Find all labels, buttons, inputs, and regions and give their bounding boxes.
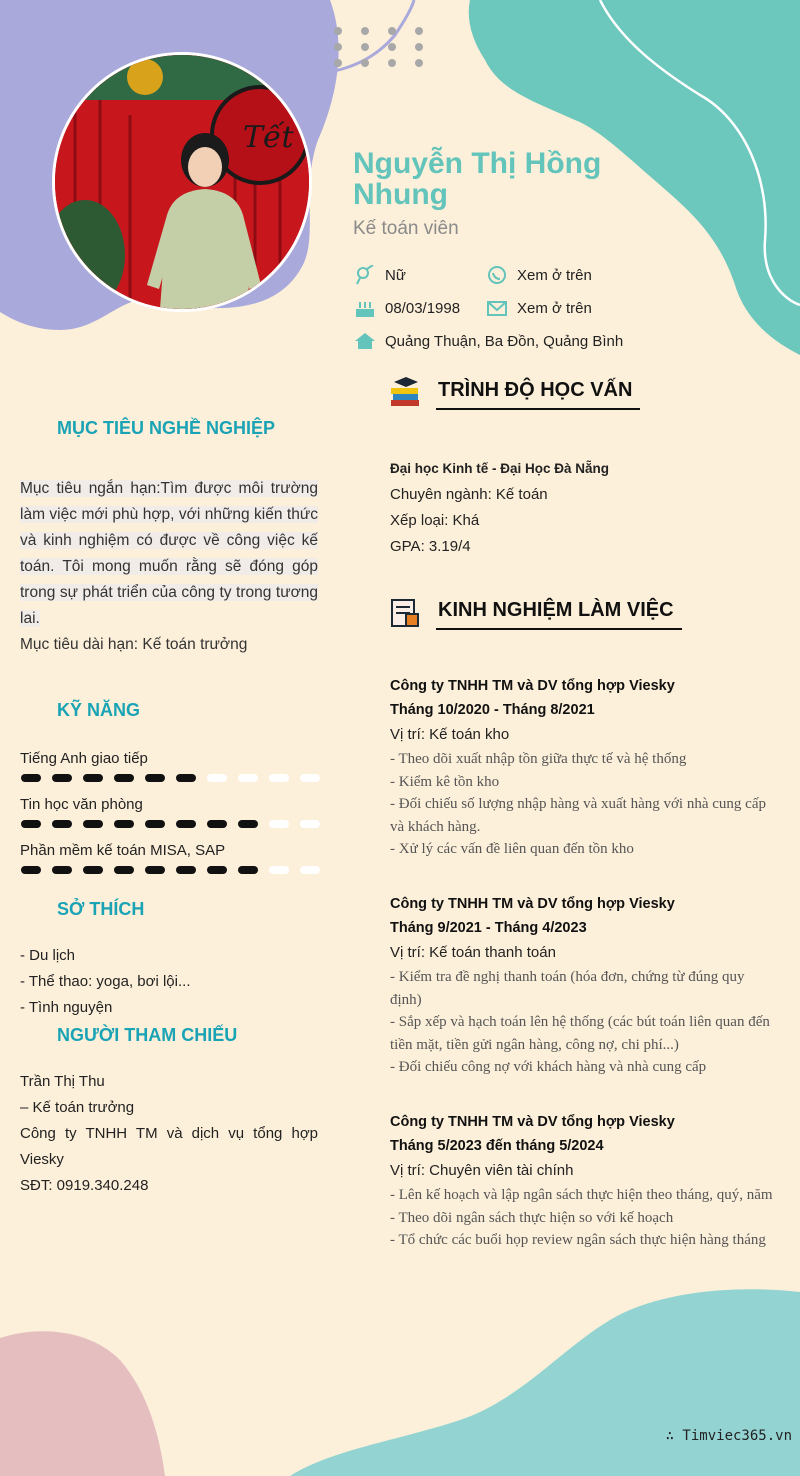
job-period: Tháng 5/2023 đến tháng 5/2024 [390,1138,604,1154]
skill-name: Phần mềm kế toán MISA, SAP [20,842,226,859]
skills-heading: KỸ NĂNG [57,700,141,720]
gender-icon [354,265,376,285]
objective-heading: MỤC TIÊU NGHỀ NGHIỆP [57,418,276,438]
skill-dot-filled [207,820,227,828]
address-value: Quảng Thuận, Ba Đồn, Quảng Bình [385,332,624,350]
job-task: - Theo dõi ngân sách thực hiện so với kế hoạch [390,1209,674,1226]
home-icon [354,331,376,351]
birthday-value: 08/03/1998 [385,299,461,317]
skill-rating [20,817,320,831]
job-entry [390,1110,775,1252]
job-task: - Xử lý các vấn đề liên quan đến tồn kho [390,841,634,857]
hobby-item: - Tình nguyện [20,999,113,1016]
skill-dot-filled [21,774,41,782]
birthday-row [354,298,460,318]
skill-dot-filled [207,866,227,874]
teal-blob-bottom [290,1289,800,1476]
skill-dot-filled [145,820,165,828]
profile-photo [52,52,312,312]
skill-dot-filled [83,774,103,782]
candidate-name: Nguyễn Thị Hồng Nhung [353,147,602,211]
skill-dot-filled [238,820,258,828]
reference-company: Công ty TNHH TM và dịch vụ tổng hợp [20,1125,318,1142]
job-position: Vị trí: Chuyên viên tài chính [390,1162,574,1179]
skill-dot-filled [114,866,134,874]
skill-dot-filled [176,820,196,828]
skill-dot-empty [207,774,227,782]
skill-dot-filled [238,866,258,874]
skill-rating [20,771,320,785]
skill-name: Tin học văn phòng [20,796,143,813]
skill-dot-filled [21,820,41,828]
skill-dot-empty [269,820,289,828]
skill-rating [20,863,320,877]
hobby-item: - Thể thao: yoga, bơi lội... [20,973,191,990]
job-task: - Kiểm tra đề nghị thanh toán (hóa đơn, chứng từ đúng quy định) [390,969,745,1008]
hobbies-heading: SỞ THÍCH [57,899,145,919]
education-heading [388,376,640,410]
skill-dot-filled [52,866,72,874]
job-entry [390,674,775,861]
pink-blob [0,1331,165,1476]
work-experience-icon [388,596,422,630]
gender-value: Nữ [385,266,406,284]
skill-dot-filled [83,866,103,874]
watermark: ∴ Timviec365.vn [665,1428,792,1444]
short-term-goal: Mục tiêu ngắn hạn:Tìm được môi trường làm việc mới phù hợp, với những kiến thức và kinh nghiệm có được về công việc kế toán. Tôi mong muốn rằng sẽ đóng góp trong sự phát triển của công ty trong tương lai. [20,480,318,627]
reference-heading: NGƯỜI THAM CHIẾU [57,1025,238,1045]
email-value: Xem ở trên [517,299,592,317]
skill-dot-empty [300,820,320,828]
job-task: - Đối chiếu công nợ với khách hàng và nhà cung cấp [390,1059,707,1075]
dot-grid [334,27,423,67]
job-period: Tháng 9/2021 - Tháng 4/2023 [390,920,587,936]
photo-illustration [55,55,309,309]
email-row [486,298,592,318]
reference-block [20,1069,318,1199]
skill-dot-filled [114,774,134,782]
job-entry [390,892,775,1079]
reference-company-cont: Viesky [20,1151,64,1168]
education-major: Chuyên ngành: Kế toán [390,486,548,503]
birthday-cake-icon [354,298,376,318]
skill-dot-filled [52,774,72,782]
job-task: - Sắp xếp và hạch toán lên hệ thống (các bút toán liên quan đến tiền mặt, tiền gửi ngân hàng, công nợ, chi phí...) [390,1014,770,1053]
job-company: Công ty TNHH TM và DV tổng hợp Viesky [390,1114,675,1130]
phone-value: Xem ở trên [517,266,592,284]
job-title: Kế toán viên [353,218,459,239]
education-title: TRÌNH ĐỘ HỌC VẤN [436,379,640,410]
skill-dot-filled [176,866,196,874]
education-rank: Xếp loại: Khá [390,512,480,529]
mail-icon [486,298,508,318]
svg-text:Tết: Tết [243,120,294,155]
reference-phone: SĐT: 0919.340.248 [20,1177,149,1194]
job-company: Công ty TNHH TM và DV tổng hợp Viesky [390,678,675,694]
reference-name: Trần Thị Thu [20,1073,105,1090]
skill-dot-filled [145,866,165,874]
job-task: - Đối chiếu số lượng nhập hàng và xuất hàng với nhà cung cấp và khách hàng. [390,796,766,835]
skill-dot-filled [21,866,41,874]
address-row [354,331,623,351]
skill-dot-empty [269,866,289,874]
job-task: - Kiểm kê tồn kho [390,773,500,790]
reference-position: – Kế toán trưởng [20,1099,135,1116]
job-period: Tháng 10/2020 - Tháng 8/2021 [390,702,595,718]
long-term-goal: Mục tiêu dài hạn: Kế toán trưởng [20,636,248,653]
experience-heading [388,596,682,630]
books-graduation-icon [388,376,422,410]
skill-dot-empty [238,774,258,782]
whatsapp-icon [486,265,508,285]
gender-row [354,265,406,285]
job-position: Vị trí: Kế toán thanh toán [390,944,556,961]
skill-dot-filled [83,820,103,828]
skill-dot-filled [145,774,165,782]
skill-dot-empty [269,774,289,782]
experience-title: KINH NGHIỆM LÀM VIỆC [436,599,682,630]
job-company: Công ty TNHH TM và DV tổng hợp Viesky [390,896,675,912]
skill-dot-empty [300,774,320,782]
job-task: - Tổ chức các buổi họp review ngân sách thực hiện hàng tháng [390,1232,766,1248]
education-entry [390,456,609,560]
education-gpa: GPA: 3.19/4 [390,538,471,555]
skill-dot-filled [114,820,134,828]
phone-row [486,265,592,285]
job-position: Vị trí: Kế toán kho [390,726,510,743]
hobby-item: - Du lịch [20,947,76,964]
objective-text [20,476,318,658]
skill-dot-empty [300,866,320,874]
skill-name: Tiếng Anh giao tiếp [20,750,148,767]
skill-dot-filled [52,820,72,828]
school-name: Đại học Kinh tế - Đại Học Đà Nẵng [390,461,610,476]
job-task: - Theo dõi xuất nhập tồn giữa thực tế và hệ thống [390,751,687,767]
job-task: - Lên kế hoạch và lập ngân sách thực hiện theo tháng, quý, năm [390,1187,773,1203]
skill-dot-filled [176,774,196,782]
